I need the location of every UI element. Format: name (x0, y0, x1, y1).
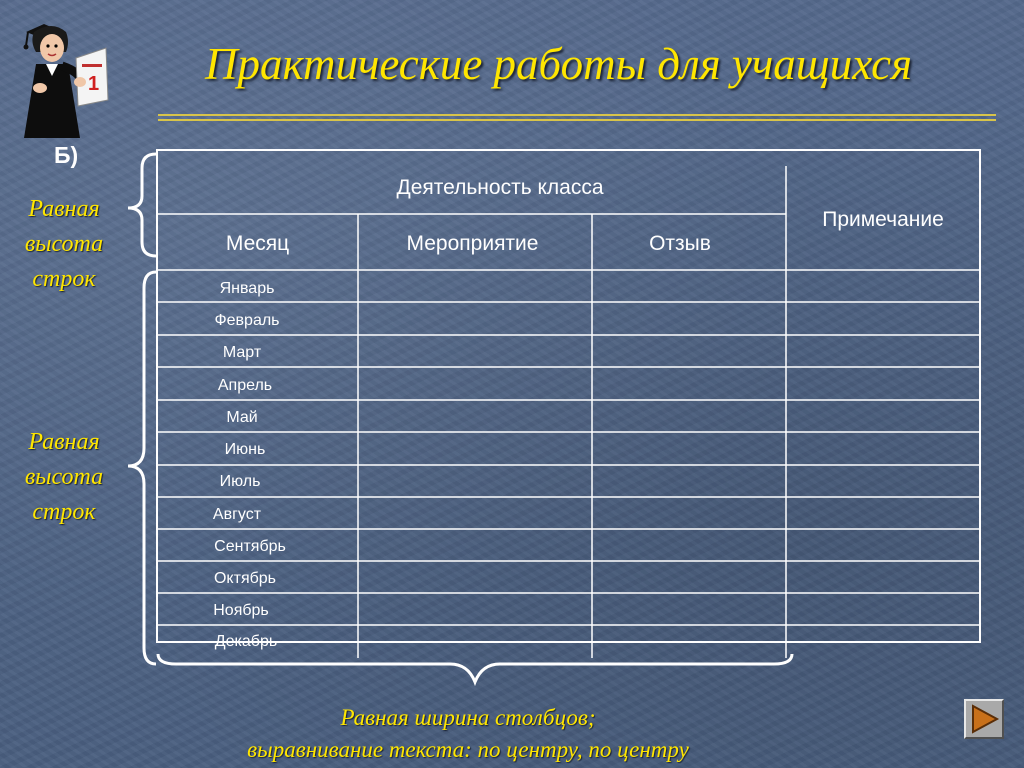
brace-columns (150, 650, 800, 690)
side-note-header (10, 192, 118, 297)
month-cell: Март (222, 344, 262, 361)
month-cell: Февраль (214, 312, 280, 329)
group-header: Деятельность класса (396, 176, 604, 199)
month-cell: Май (226, 409, 258, 426)
column-header-review: Отзыв (649, 232, 711, 255)
month-cell: Апрель (217, 377, 273, 394)
bottom-note (188, 702, 748, 766)
month-cell: Сентябрь (214, 538, 286, 555)
month-cell: Июнь (224, 441, 266, 458)
side-note-rows (10, 425, 118, 530)
play-next-icon (966, 701, 1002, 737)
side-note-line: Равная (28, 196, 100, 222)
side-note-line: строк (32, 266, 96, 292)
title-underline-thin (158, 119, 996, 121)
teacher-figure-icon (22, 18, 110, 142)
bottom-note-line: Равная ширина столбцов; (340, 705, 596, 730)
column-header-month: Месяц (225, 232, 290, 255)
month-cell: Ноябрь (213, 602, 269, 619)
side-note-line: строк (32, 499, 96, 525)
month-cell: Январь (219, 280, 275, 297)
month-cell: Октябрь (213, 570, 276, 587)
side-note-line: высота (24, 464, 104, 490)
month-cell: Июль (219, 473, 261, 490)
bottom-note-line: выравнивание текста: по центру, по центру (247, 737, 689, 762)
column-header-note: Примечание (822, 208, 944, 231)
side-note-line: Равная (28, 429, 100, 455)
next-slide-button[interactable] (964, 699, 1004, 739)
title-underline-thick (158, 114, 996, 116)
side-note-line: высота (24, 231, 104, 257)
brace-month-rows (118, 268, 162, 670)
column-header-event: Мероприятие (406, 232, 539, 255)
page-title: Практические работы для учащихся (205, 39, 913, 89)
variant-label: Б) (54, 142, 79, 168)
month-cell: Август (212, 506, 262, 523)
svg-text:1: 1 (88, 73, 100, 95)
month-cell: Декабрь (214, 633, 278, 650)
brace-header-rows (118, 150, 162, 260)
